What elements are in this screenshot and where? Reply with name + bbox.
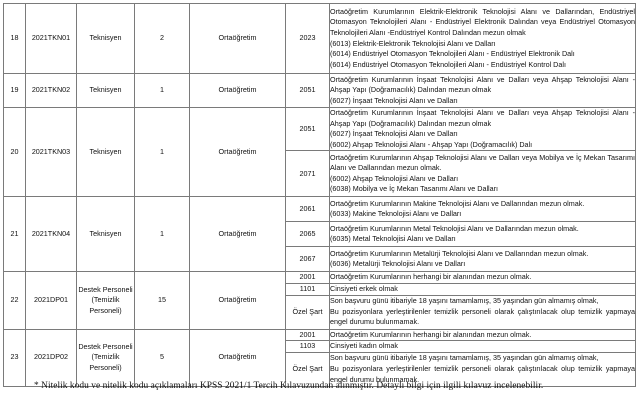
qualification-line: Ortaöğretim Kurumlarının Makine Teknolojisi Alanı ve Dallarından mezun olmak. <box>330 198 585 208</box>
position-code: 2021TKN03 <box>26 108 77 197</box>
education-level: Ortaöğretim <box>190 329 286 386</box>
qualification-description <box>330 295 636 329</box>
education-level: Ortaöğretim <box>190 4 286 74</box>
qualification-code: Özel Şart <box>286 295 330 329</box>
qualification-line: Bu pozisyonlara yerleştirilenler temizlik personeli olarak çalıştırılacak olup temizlik yapmaya engel durumu bulunmamak. <box>330 306 635 327</box>
qualification-description <box>330 4 636 74</box>
qualification-line: (6014) Endüstriyel Otomasyon Teknolojileri Alanı - Endüstriyel Elektronik Dalı <box>330 49 575 59</box>
qualification-code: 2023 <box>286 4 330 74</box>
table-row <box>4 74 636 108</box>
qualification-description <box>330 341 636 353</box>
position-count: 1 <box>135 74 190 108</box>
table-row <box>4 329 636 341</box>
position-code: 2021TKN02 <box>26 74 77 108</box>
row-number: 23 <box>4 329 26 386</box>
qualification-line: (6002) Ahşap Teknolojisi Alanı ve Dalları <box>330 173 459 183</box>
position-title: Teknisyen <box>77 108 135 197</box>
qualification-line: Ortaöğretim Kurumlarının İnşaat Teknolojisi Alanı ve Dalları veya Ahşap Teknolojisi Alanı - Ahşap Yapı (Doğramacılık) Dalından mezun olmak <box>330 108 635 128</box>
education-level: Ortaöğretim <box>190 108 286 197</box>
qualification-description <box>330 272 636 284</box>
education-level: Ortaöğretim <box>190 272 286 329</box>
qualification-line: (6036) Metalürji Teknolojisi Alanı ve Dalları <box>330 259 466 269</box>
qualification-code: 2061 <box>286 197 330 222</box>
qualification-code: Özel Şart <box>286 352 330 386</box>
qualification-description <box>330 222 636 247</box>
position-code: 2021DP01 <box>26 272 77 329</box>
qualification-description <box>330 197 636 222</box>
table-row <box>4 4 636 74</box>
row-number: 18 <box>4 4 26 74</box>
qualification-line: (6038) Mobilya ve İç Mekan Tasarımı Alanı ve Dalları <box>330 184 499 194</box>
position-title: Destek Personeli (Temizlik Personeli) <box>77 272 135 329</box>
position-count: 2 <box>135 4 190 74</box>
qualification-code: 2001 <box>286 272 330 284</box>
qualification-line: (6033) Makine Teknolojisi Alanı ve Dalları <box>330 209 462 219</box>
qualification-line: (6002) Ahşap Teknolojisi Alanı - Ahşap Yapı (Doğramacılık) Dalı <box>330 139 533 149</box>
qualification-line: Bu pozisyonlara yerleştirilenler temizlik personeli olarak çalıştırılacak olup temizlik yapmaya engel durumu bulunmamak. <box>330 363 635 384</box>
position-count: 15 <box>135 272 190 329</box>
positions-table <box>3 3 636 387</box>
table-row <box>4 197 636 222</box>
row-number: 19 <box>4 74 26 108</box>
qualification-line: Cinsiyeti kadın olmak <box>330 341 398 351</box>
position-title: Destek Personeli (Temizlik Personeli) <box>77 329 135 386</box>
qualification-line: (6027) İnşaat Teknolojisi Alanı ve Dalları <box>330 129 458 139</box>
qualification-line: Ortaöğretim Kurumlarının Metalürji Teknolojisi Alanı ve Dallarından mezun olmak. <box>330 248 589 258</box>
qualification-line: (6014) Endüstriyel Otomasyon Teknolojileri Alanı - Endüstriyel Kontrol Dalı <box>330 59 566 69</box>
row-number: 20 <box>4 108 26 197</box>
table-row <box>4 108 636 151</box>
position-count: 1 <box>135 108 190 197</box>
qualification-line: Son başvuru günü itibariyle 18 yaşını tamamlamış, 35 yaşından gün almamış olmak, <box>330 353 599 363</box>
qualification-code: 2051 <box>286 74 330 108</box>
qualification-line: Ortaöğretim Kurumlarının Ahşap Teknolojisi Alanı ve Dalları veya Mobilya ve İç Mekan Tasarımı Alanı ve Dallarından mezun olmak. <box>330 152 635 173</box>
qualification-line: (6035) Metal Teknolojisi Alanı ve Dalları <box>330 234 456 244</box>
qualification-line: Ortaöğretim Kurumlarının İnşaat Teknolojisi Alanı ve Dalları veya Ahşap Teknolojisi Alanı - Ahşap Yapı (Doğramacılık) Dalından mezun olmak <box>330 74 635 95</box>
qualification-line: Son başvuru günü itibariyle 18 yaşını tamamlamış, 35 yaşından gün almamış olmak, <box>330 296 599 306</box>
qualification-code: 2051 <box>286 108 330 151</box>
qualification-description <box>330 247 636 272</box>
position-title: Teknisyen <box>77 197 135 272</box>
position-code: 2021DP02 <box>26 329 77 386</box>
position-title: Teknisyen <box>77 74 135 108</box>
qualification-description <box>330 329 636 341</box>
qualification-code: 1103 <box>286 341 330 353</box>
position-title: Teknisyen <box>77 4 135 74</box>
position-count: 1 <box>135 197 190 272</box>
qualification-description <box>330 108 636 151</box>
education-level: Ortaöğretim <box>190 197 286 272</box>
qualification-line: Ortaöğretim Kurumlarının Elektrik-Elektronik Teknolojisi Alanı ve Dallarından, Endüstriyel Otomasyon Teknolojileri Alanı - Endüstriyel Elektronik Dalından veya Endüstriyel Otomasyon Teknolojileri Alanı -Endüstriyel Kontrol Dalından mezun olmak <box>330 6 635 37</box>
position-code: 2021TKN04 <box>26 197 77 272</box>
qualification-description <box>330 283 636 295</box>
qualification-line: Cinsiyeti erkek olmak <box>330 283 398 293</box>
qualification-line: Ortaöğretim Kurumlarının herhangi bir alanından mezun olmak. <box>330 329 532 339</box>
education-level: Ortaöğretim <box>190 74 286 108</box>
qualification-code: 2071 <box>286 151 330 197</box>
qualification-line: (6013) Elektrik-Elektronik Teknolojisi Alanı ve Dalları <box>330 38 496 48</box>
qualification-line: Ortaöğretim Kurumlarının Metal Teknolojisi Alanı ve Dallarından mezun olmak. <box>330 223 579 233</box>
qualification-code: 2065 <box>286 222 330 247</box>
footnote: * Nitelik kodu ve nitelik kodu açıklamaları KPSS 2021/1 Tercih Kılavuzundan alınmıştır. Detaylı bilgi için ilgili kılavuz incelenebilir. <box>34 381 544 391</box>
qualification-line: (6027) İnşaat Teknolojisi Alanı ve Dalları <box>330 95 458 105</box>
qualification-description <box>330 74 636 108</box>
qualification-line: Ortaöğretim Kurumlarının herhangi bir alanından mezun olmak. <box>330 272 532 282</box>
table-row <box>4 272 636 284</box>
qualification-code: 2067 <box>286 247 330 272</box>
qualification-code: 1101 <box>286 283 330 295</box>
qualification-description <box>330 151 636 197</box>
position-code: 2021TKN01 <box>26 4 77 74</box>
position-count: 5 <box>135 329 190 386</box>
qualification-code: 2001 <box>286 329 330 341</box>
row-number: 22 <box>4 272 26 329</box>
row-number: 21 <box>4 197 26 272</box>
